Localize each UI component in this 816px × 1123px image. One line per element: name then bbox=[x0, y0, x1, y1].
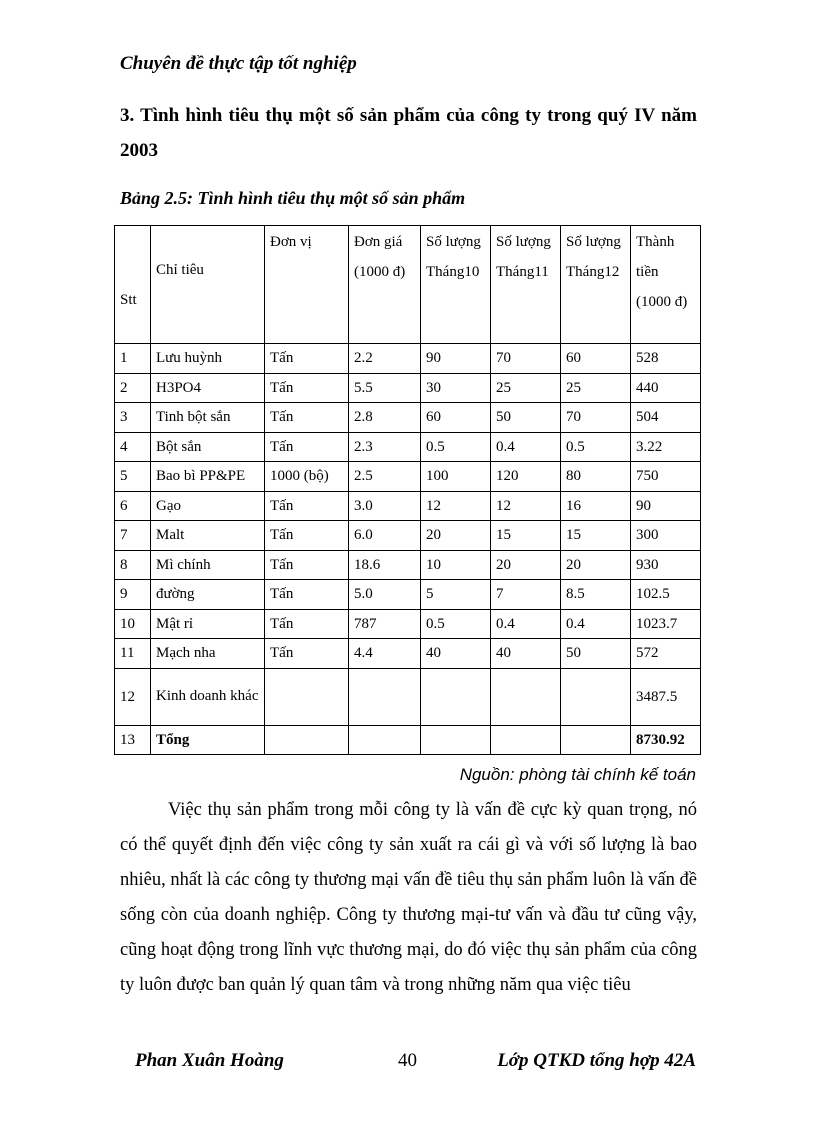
cell-so-luong-thang10: 40 bbox=[421, 639, 491, 669]
cell-chi-tieu: Bột sắn bbox=[151, 432, 265, 462]
cell-chi-tieu: Lưu huỳnh bbox=[151, 344, 265, 374]
cell-thanh-tien: 440 bbox=[631, 373, 701, 403]
table-row bbox=[115, 373, 701, 403]
header-thanh-tien: Thành tiền (1000 đ) bbox=[631, 226, 701, 344]
footer-author: Phan Xuân Hoàng bbox=[135, 1050, 284, 1071]
page-header-title: Chuyên đề thực tập tốt nghiệp bbox=[120, 53, 357, 74]
cell-thanh-tien: 300 bbox=[631, 521, 701, 551]
cell-don-gia: 4.4 bbox=[349, 639, 421, 669]
cell-chi-tieu: Kinh doanh khác bbox=[151, 668, 265, 725]
cell-stt: 4 bbox=[115, 432, 151, 462]
header-don-gia: Đơn giá (1000 đ) bbox=[349, 226, 421, 344]
table-row bbox=[115, 668, 701, 725]
footer-class-name: Lớp QTKD tổng hợp 42A bbox=[497, 1050, 696, 1071]
footer-page-number: 40 bbox=[398, 1050, 417, 1071]
table-row bbox=[115, 725, 701, 755]
cell-so-luong-thang10: 10 bbox=[421, 550, 491, 580]
cell-so-luong-thang12: 0.5 bbox=[561, 432, 631, 462]
cell-so-luong-thang10 bbox=[421, 725, 491, 755]
table-row bbox=[115, 609, 701, 639]
cell-thanh-tien: 930 bbox=[631, 550, 701, 580]
cell-stt: 11 bbox=[115, 639, 151, 669]
cell-thanh-tien: 102.5 bbox=[631, 580, 701, 610]
cell-thanh-tien: 750 bbox=[631, 462, 701, 492]
cell-stt: 1 bbox=[115, 344, 151, 374]
cell-so-luong-thang12: 50 bbox=[561, 639, 631, 669]
table-row bbox=[115, 403, 701, 433]
cell-thanh-tien: 3487.5 bbox=[631, 668, 701, 725]
cell-don-gia: 2.3 bbox=[349, 432, 421, 462]
cell-thanh-tien: 528 bbox=[631, 344, 701, 374]
cell-so-luong-thang11: 50 bbox=[491, 403, 561, 433]
cell-so-luong-thang10: 0.5 bbox=[421, 432, 491, 462]
header-stt-text: Stt bbox=[120, 292, 137, 308]
cell-chi-tieu: Mì chính bbox=[151, 550, 265, 580]
cell-don-gia bbox=[349, 725, 421, 755]
table-row bbox=[115, 462, 701, 492]
cell-stt: 6 bbox=[115, 491, 151, 521]
cell-don-gia: 3.0 bbox=[349, 491, 421, 521]
cell-so-luong-thang11 bbox=[491, 668, 561, 725]
cell-so-luong-thang11: 40 bbox=[491, 639, 561, 669]
cell-don-vi: Tấn bbox=[265, 432, 349, 462]
cell-so-luong-thang12: 70 bbox=[561, 403, 631, 433]
cell-don-gia: 5.0 bbox=[349, 580, 421, 610]
cell-don-gia bbox=[349, 668, 421, 725]
cell-don-vi: Tấn bbox=[265, 550, 349, 580]
cell-so-luong-thang10: 100 bbox=[421, 462, 491, 492]
cell-don-gia: 2.8 bbox=[349, 403, 421, 433]
cell-so-luong-thang11: 7 bbox=[491, 580, 561, 610]
table-row bbox=[115, 550, 701, 580]
cell-chi-tieu: Mạch nha bbox=[151, 639, 265, 669]
cell-thanh-tien: 8730.92 bbox=[631, 725, 701, 755]
cell-so-luong-thang11: 20 bbox=[491, 550, 561, 580]
table-source: Nguồn: phòng tài chính kế toán bbox=[459, 765, 696, 784]
cell-don-vi: Tấn bbox=[265, 580, 349, 610]
cell-don-vi bbox=[265, 725, 349, 755]
cell-don-gia: 6.0 bbox=[349, 521, 421, 551]
cell-don-gia: 18.6 bbox=[349, 550, 421, 580]
cell-so-luong-thang12 bbox=[561, 668, 631, 725]
header-so-luong-thang11: Số lượng Tháng11 bbox=[491, 226, 561, 344]
cell-so-luong-thang12: 20 bbox=[561, 550, 631, 580]
cell-don-vi: Tấn bbox=[265, 344, 349, 374]
cell-so-luong-thang10 bbox=[421, 668, 491, 725]
table-header-row bbox=[115, 226, 701, 344]
cell-so-luong-thang12: 0.4 bbox=[561, 609, 631, 639]
cell-stt: 5 bbox=[115, 462, 151, 492]
cell-chi-tieu: Bao bì PP&PE bbox=[151, 462, 265, 492]
table-row bbox=[115, 491, 701, 521]
cell-so-luong-thang11: 0.4 bbox=[491, 432, 561, 462]
cell-so-luong-thang11: 15 bbox=[491, 521, 561, 551]
cell-so-luong-thang12: 16 bbox=[561, 491, 631, 521]
cell-so-luong-thang10: 12 bbox=[421, 491, 491, 521]
cell-don-gia: 5.5 bbox=[349, 373, 421, 403]
cell-chi-tieu: Gạo bbox=[151, 491, 265, 521]
cell-don-gia: 2.5 bbox=[349, 462, 421, 492]
cell-stt: 3 bbox=[115, 403, 151, 433]
cell-so-luong-thang12 bbox=[561, 725, 631, 755]
cell-stt: 2 bbox=[115, 373, 151, 403]
cell-don-gia: 787 bbox=[349, 609, 421, 639]
cell-don-vi: Tấn bbox=[265, 609, 349, 639]
cell-don-vi: Tấn bbox=[265, 403, 349, 433]
cell-thanh-tien: 90 bbox=[631, 491, 701, 521]
header-stt bbox=[115, 226, 151, 344]
cell-don-vi: Tấn bbox=[265, 639, 349, 669]
cell-thanh-tien: 572 bbox=[631, 639, 701, 669]
cell-so-luong-thang12: 60 bbox=[561, 344, 631, 374]
cell-thanh-tien: 3.22 bbox=[631, 432, 701, 462]
cell-so-luong-thang12: 8.5 bbox=[561, 580, 631, 610]
sales-table bbox=[114, 225, 701, 755]
cell-don-vi bbox=[265, 668, 349, 725]
cell-chi-tieu: Malt bbox=[151, 521, 265, 551]
table-row bbox=[115, 432, 701, 462]
cell-so-luong-thang12: 15 bbox=[561, 521, 631, 551]
table-row bbox=[115, 639, 701, 669]
cell-thanh-tien: 504 bbox=[631, 403, 701, 433]
cell-don-gia: 2.2 bbox=[349, 344, 421, 374]
cell-so-luong-thang10: 60 bbox=[421, 403, 491, 433]
header-so-luong-thang12: Số lượng Tháng12 bbox=[561, 226, 631, 344]
header-don-vi: Đơn vị bbox=[265, 226, 349, 344]
header-chi-tieu-text: Chỉ tiêu bbox=[156, 262, 204, 278]
cell-so-luong-thang11: 25 bbox=[491, 373, 561, 403]
cell-stt: 8 bbox=[115, 550, 151, 580]
cell-stt: 9 bbox=[115, 580, 151, 610]
cell-stt: 13 bbox=[115, 725, 151, 755]
cell-so-luong-thang11: 120 bbox=[491, 462, 561, 492]
table-row bbox=[115, 580, 701, 610]
section-title: 3. Tình hình tiêu thụ một số sản phẩm của công ty trong quý IV năm 2003 bbox=[120, 105, 697, 161]
cell-so-luong-thang11: 12 bbox=[491, 491, 561, 521]
table-row bbox=[115, 344, 701, 374]
cell-don-vi: Tấn bbox=[265, 373, 349, 403]
table-row bbox=[115, 521, 701, 551]
cell-so-luong-thang10: 90 bbox=[421, 344, 491, 374]
cell-don-vi: 1000 (bộ) bbox=[265, 462, 349, 492]
cell-chi-tieu: đường bbox=[151, 580, 265, 610]
cell-don-vi: Tấn bbox=[265, 521, 349, 551]
header-chi-tieu bbox=[151, 226, 265, 344]
cell-chi-tieu: Tổng bbox=[151, 725, 265, 755]
table-caption: Bảng 2.5: Tình hình tiêu thụ một số sản phẩm bbox=[120, 188, 466, 208]
cell-chi-tieu: Tinh bột sắn bbox=[151, 403, 265, 433]
cell-don-vi: Tấn bbox=[265, 491, 349, 521]
cell-thanh-tien: 1023.7 bbox=[631, 609, 701, 639]
cell-stt: 7 bbox=[115, 521, 151, 551]
cell-so-luong-thang10: 0.5 bbox=[421, 609, 491, 639]
cell-so-luong-thang10: 30 bbox=[421, 373, 491, 403]
cell-so-luong-thang11: 70 bbox=[491, 344, 561, 374]
cell-so-luong-thang12: 80 bbox=[561, 462, 631, 492]
cell-so-luong-thang11: 0.4 bbox=[491, 609, 561, 639]
cell-chi-tieu: Mật rỉ bbox=[151, 609, 265, 639]
cell-so-luong-thang11 bbox=[491, 725, 561, 755]
header-so-luong-thang10: Số lượng Tháng10 bbox=[421, 226, 491, 344]
cell-so-luong-thang12: 25 bbox=[561, 373, 631, 403]
cell-so-luong-thang10: 20 bbox=[421, 521, 491, 551]
body-paragraph: Việc thụ sản phẩm trong mỗi công ty là vấn đề cực kỳ quan trọng, nó có thể quyết định đến việc công ty sản xuất ra cái gì và với số lượng là bao nhiêu, nhất là các công ty thương mại vấn đề tiêu thụ sản phẩm luôn là vấn đề sống còn của doanh nghiệp. Công ty thương mại-tư vấn và đầu tư cũng vậy, cũng hoạt động trong lĩnh vực thương mại, do đó việc thụ sản phẩm của công ty luôn được ban quản lý quan tâm và trong những năm qua việc tiêu bbox=[120, 800, 697, 995]
cell-stt: 12 bbox=[115, 668, 151, 725]
cell-chi-tieu: H3PO4 bbox=[151, 373, 265, 403]
cell-so-luong-thang10: 5 bbox=[421, 580, 491, 610]
cell-stt: 10 bbox=[115, 609, 151, 639]
